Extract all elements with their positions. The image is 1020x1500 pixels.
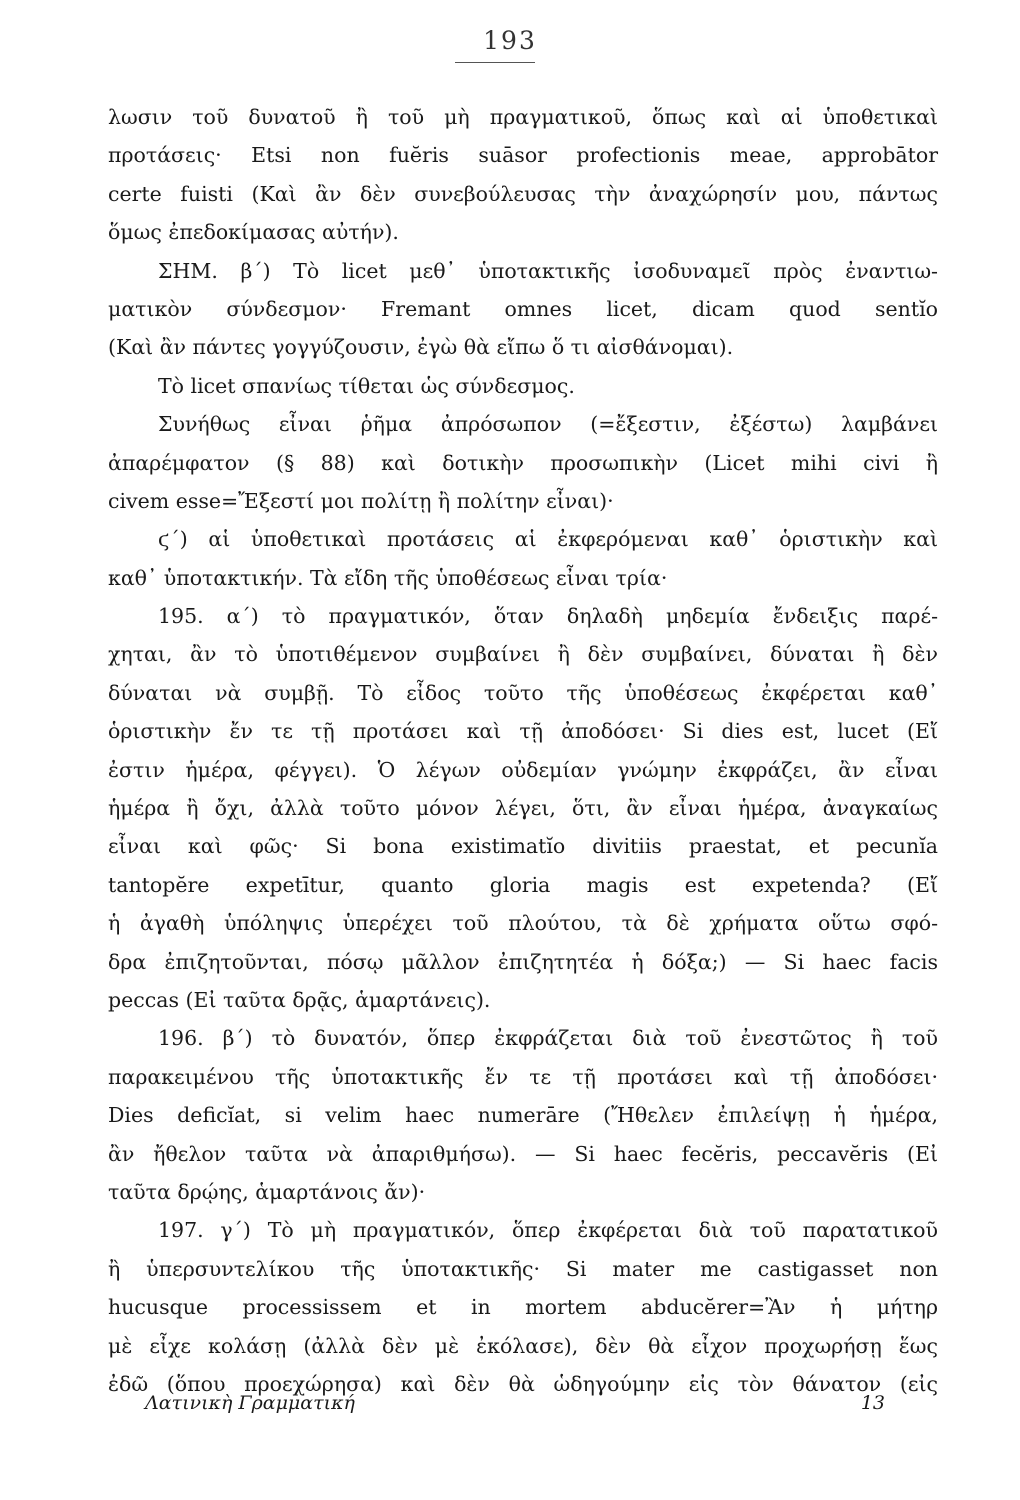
body-text: [108, 98, 938, 1403]
text-line: ὁριστικὴν ἔν τε τῇ προτάσει καὶ τῇ ἀποδόσει· Si dies est, lucet (Εἴ: [108, 719, 938, 744]
footer-book-title: Λατινικὴ Γραμματική: [145, 1392, 355, 1414]
text-line: 195. α΄) τὸ πραγματικόν, ὅταν δηλαδὴ μηδεμία ἔνδειξις παρέ-: [158, 604, 938, 629]
text-line: παρακειμένου τῆς ὑποτακτικῆς ἔν τε τῇ προτάσει καὶ τῇ ἀποδόσει·: [108, 1064, 938, 1089]
text-line: ἡμέρα ἢ ὄχι, ἀλλὰ τοῦτο μόνον λέγει, ὅτι, ἂν εἶναι ἡμέρα, ἀναγκαίως: [108, 796, 938, 821]
text-line: ἡ ἀγαθὴ ὑπόληψις ὑπερέχει τοῦ πλούτου, τὰ δὲ χρήματα οὕτω σφό-: [108, 911, 938, 936]
text-line: ἀπαρέμφατον (§ 88) καὶ δοτικὴν προσωπικὴν (Licet mihi civi ἢ: [108, 450, 938, 475]
text-line: tantopĕre expetītur, quanto gloria magis est expetenda? (Εἴ: [108, 872, 938, 897]
text-line: χηται, ἂν τὸ ὑποτιθέμενον συμβαίνει ἢ δὲν συμβαίνει, δύναται ἢ δὲν: [108, 642, 938, 667]
text-line: Τὸ licet σπανίως τίθεται ὡς σύνδεσμος.: [158, 373, 575, 398]
text-line: ματικὸν σύνδεσμον· Fremant omnes licet, dicam quod sentĭo: [108, 296, 938, 321]
text-line: μὲ εἶχε κολάσῃ (ἀλλὰ δὲν μὲ ἐκόλασε), δὲν θὰ εἶχον προχωρήσῃ ἕως: [108, 1333, 938, 1358]
text-line: 196. β΄) τὸ δυνατόν, ὅπερ ἐκφράζεται διὰ τοῦ ἐνεστῶτος ἢ τοῦ: [158, 1026, 938, 1051]
text-line: certe fuisti (Καὶ ἂν δὲν συνεβούλευσας τὴν ἀναχώρησίν μου, πάντως: [108, 181, 938, 206]
text-line: λωσιν τοῦ δυνατοῦ ἢ τοῦ μὴ πραγματικοῦ, ὅπως καὶ αἱ ὑποθετικαὶ: [108, 105, 938, 129]
page-number: 193: [483, 26, 537, 55]
text-line: Συνήθως εἶναι ῥῆμα ἀπρόσωπον (=ἔξεστιν, ἐξέστω) λαμβάνει: [158, 412, 938, 437]
text-line: καθ᾽ ὑποτακτικήν. Τὰ εἴδη τῆς ὑποθέσεως εἶναι τρία·: [108, 565, 668, 590]
text-line: δρα ἐπιζητοῦνται, πόσῳ μᾶλλον ἐπιζητητέα ἡ δόξα;) — Si haec facis: [108, 949, 938, 974]
text-line: ἢ ὑπερσυντελίκου τῆς ὑποτακτικῆς· Si mater me castigasset non: [108, 1256, 938, 1281]
text-line: hucusque processissem et in mortem abducĕrer=Ἂν ἡ μήτηρ: [108, 1295, 938, 1320]
footer-signature-number: 13: [860, 1392, 885, 1414]
text-line: ϛ΄) αἱ ὑποθετικαὶ προτάσεις αἱ ἐκφερόμεναι καθ᾽ ὁριστικὴν καὶ: [158, 527, 938, 552]
text-line: ὅμως ἐπεδοκίμασας αὐτήν).: [108, 220, 399, 245]
text-line: civem esse=Ἔξεστί μοι πολίτῃ ἢ πολίτην εἶναι)·: [108, 488, 614, 513]
text-line: ἐστιν ἡμέρα, φέγγει). Ὁ λέγων οὐδεμίαν γνώμην ἐκφράζει, ἂν εἶναι: [108, 757, 938, 782]
text-line: ΣΗΜ. β΄) Τὸ licet μεθ᾽ ὑποτακτικῆς ἰσοδυναμεῖ πρὸς ἐναντιω-: [158, 258, 938, 283]
text-line: peccas (Εἰ ταῦτα δρᾷς, ἁμαρτάνεις).: [108, 987, 491, 1012]
text-line: ταῦτα δρῴης, ἁμαρτάνοις ἄν)·: [108, 1179, 426, 1204]
text-line: προτάσεις· Etsi non fuĕris suāsor profectionis meae, approbātor: [108, 143, 938, 168]
text-line: ἐδῶ (ὅπου προεχώρησα) καὶ δὲν θὰ ὡδηγούμην εἰς τὸν θάνατον (εἰς: [108, 1371, 938, 1396]
text-line: 197. γ΄) Τὸ μὴ πραγματικόν, ὅπερ ἐκφέρεται διὰ τοῦ παρατατικοῦ: [158, 1218, 938, 1243]
text-line: ἂν ἤθελον ταῦτα νὰ ἀπαριθμήσω). — Si haec fecĕris, peccavĕris (Εἰ: [108, 1141, 938, 1166]
text-line: (Καὶ ἂν πάντες γογγύζουσιν, ἐγὼ θὰ εἴπω ὅ τι αἰσθάνομαι).: [108, 335, 734, 360]
text-line: εἶναι καὶ φῶς· Si bona existimatĭo divitiis praestat, et pecunĭa: [108, 834, 938, 859]
text-line: δύναται νὰ συμβῇ. Τὸ εἶδος τοῦτο τῆς ὑποθέσεως ἐκφέρεται καθ᾽: [108, 680, 938, 705]
text-line: Dies deficĭat, si velim haec numerāre (Ἤθελεν ἐπιλείψῃ ἡ ἡμέρα,: [108, 1103, 938, 1128]
header-rule: [455, 62, 535, 63]
